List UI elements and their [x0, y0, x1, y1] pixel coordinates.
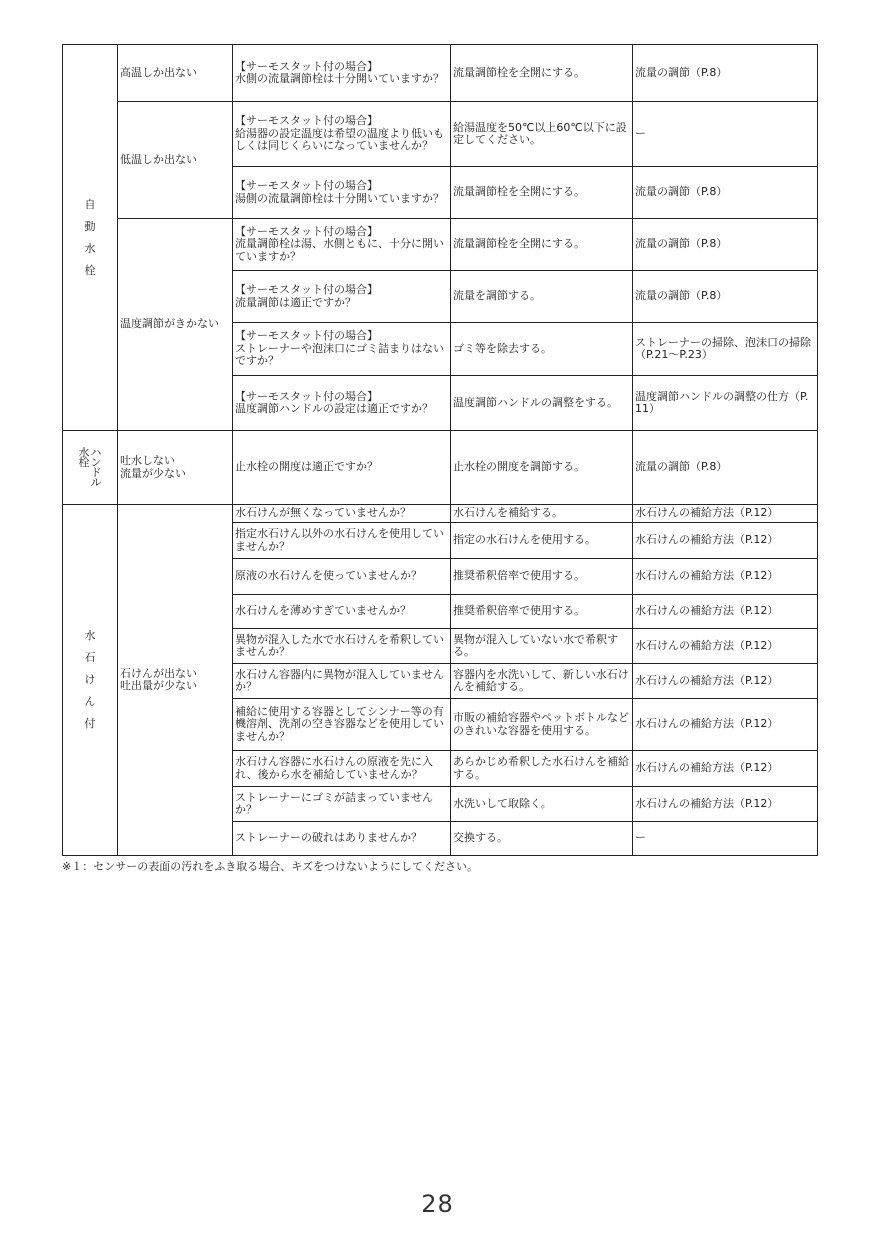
cause-cell: 【サーモスタット付の場合】 ストレーナーや泡沫口にゴミ詰まりはないですか？ — [233, 323, 451, 376]
reference-cell: 流量の調節（P.8） — [633, 431, 818, 505]
reference-cell: 流量の調節（P.8） — [633, 271, 818, 323]
category-char: け — [84, 673, 96, 686]
cause-cell: 【サーモスタット付の場合】 流量調節栓は湯、水側ともに、十分に開いていますか？ — [233, 219, 451, 271]
reference-cell: ー — [633, 102, 818, 167]
table-row — [63, 102, 818, 167]
reference-cell: 水石けんの補給方法（P.12） — [633, 664, 818, 699]
remedy-cell: 推奨希釈倍率で使用する。 — [451, 559, 633, 595]
reference-cell: 水石けんの補給方法（P.12） — [633, 751, 818, 787]
remedy-cell: 容器内を水洗いして、新しい水石けんを補給する。 — [451, 664, 633, 699]
remedy-cell: あらかじめ希釈した水石けんを補給する。 — [451, 751, 633, 787]
cause-cell: 止水栓の開度は適正ですか？ — [233, 431, 451, 505]
cause-cell: 水石けんを薄めすぎていませんか？ — [233, 595, 451, 629]
reference-cell: 水石けんの補給方法（P.12） — [633, 787, 818, 822]
remedy-cell: 水石けんを補給する。 — [451, 505, 633, 523]
remedy-cell: 流量調節栓を全開にする。 — [451, 167, 633, 219]
category-char: ン — [90, 455, 102, 469]
footnote: ※１：センサーの表面の汚れをふき取る場合、キズをつけないようにしてください。 — [62, 860, 478, 873]
category-handle-faucet — [63, 431, 118, 505]
remedy-cell: 水洗いして取除く。 — [451, 787, 633, 822]
reference-cell: ー — [633, 822, 818, 856]
category-char: ル — [90, 475, 102, 489]
cause-cell: 【サーモスタット付の場合】 温度調節ハンドルの設定は適正ですか？ — [233, 376, 451, 431]
table-row — [63, 219, 818, 271]
symptom-cell: 石けんが出ない 吐出量が少ない — [118, 505, 233, 856]
cause-cell: 異物が混入した水で水石けんを希釈していませんか？ — [233, 629, 451, 664]
remedy-cell: 推奨希釈倍率で使用する。 — [451, 595, 633, 629]
troubleshooting-table — [62, 44, 818, 856]
table-row — [63, 505, 818, 523]
cause-cell: ストレーナーの破れはありませんか？ — [233, 822, 451, 856]
category-char: 水 — [84, 629, 96, 642]
cause-cell: 水石けんが無くなっていませんか？ — [233, 505, 451, 523]
reference-cell: 流量の調節（P.8） — [633, 45, 818, 102]
remedy-cell: 流量調節栓を全開にする。 — [451, 219, 633, 271]
category-char: ん — [84, 695, 96, 708]
reference-cell: 温度調節ハンドルの調整の仕方（P.11） — [633, 376, 818, 431]
remedy-cell: ゴミ等を除去する。 — [451, 323, 633, 376]
reference-cell: 水石けんの補給方法（P.12） — [633, 559, 818, 595]
remedy-cell: 指定の水石けんを使用する。 — [451, 523, 633, 559]
table-row — [63, 45, 818, 102]
reference-cell: 水石けんの補給方法（P.12） — [633, 699, 818, 751]
symptom-cell: 温度調節がきかない — [118, 219, 233, 431]
category-char: 水 — [84, 241, 96, 255]
reference-cell: 水石けんの補給方法（P.12） — [633, 505, 818, 523]
remedy-cell: 異物が混入していない水で希釈する。 — [451, 629, 633, 664]
symptom-cell: 低温しか出ない — [118, 102, 233, 219]
symptom-cell: 高温しか出ない — [118, 45, 233, 102]
cause-cell: 水石けん容器内に異物が混入していませんか？ — [233, 664, 451, 699]
cause-cell: ストレーナーにゴミが詰まっていませんか？ — [233, 787, 451, 822]
category-char: ハ — [90, 445, 102, 459]
cause-cell: 水石けん容器に水石けんの原液を先に入れ、後から水を補給していませんか？ — [233, 751, 451, 787]
reference-cell: 流量の調節（P.8） — [633, 167, 818, 219]
remedy-cell: 流量調節栓を全開にする。 — [451, 45, 633, 102]
reference-cell: ストレーナーの掃除、泡沫口の掃除（P.21～P.23） — [633, 323, 818, 376]
category-char: ド — [90, 465, 102, 479]
reference-cell: 水石けんの補給方法（P.12） — [633, 595, 818, 629]
category-char: 自 — [84, 197, 96, 211]
remedy-cell: 市販の補給容器やペットボトルなどのきれいな容器を使用する。 — [451, 699, 633, 751]
remedy-cell: 流量を調節する。 — [451, 271, 633, 323]
category-char: 水 — [78, 445, 90, 459]
reference-cell: 水石けんの補給方法（P.12） — [633, 629, 818, 664]
cause-cell: 補給に使用する容器としてシンナー等の有機溶剤、洗剤の空き容器などを使用していませんか？ — [233, 699, 451, 751]
reference-cell: 水石けんの補給方法（P.12） — [633, 523, 818, 559]
category-char: 石 — [84, 651, 96, 664]
reference-cell: 流量の調節（P.8） — [633, 219, 818, 271]
cause-cell: 【サーモスタット付の場合】 給湯器の設定温度は希望の温度より低いもしくは同じくらいになっていませんか？ — [233, 102, 451, 167]
cause-cell: 【サーモスタット付の場合】 水側の流量調節栓は十分開いていますか？ — [233, 45, 451, 102]
category-char: 付 — [84, 717, 96, 730]
symptom-cell: 吐水しない 流量が少ない — [118, 431, 233, 505]
category-char: 動 — [84, 219, 96, 233]
remedy-cell: 交換する。 — [451, 822, 633, 856]
remedy-cell: 給湯温度を50℃以上60℃以下に設定してください。 — [451, 102, 633, 167]
remedy-cell: 止水栓の開度を調節する。 — [451, 431, 633, 505]
cause-cell: 原液の水石けんを使っていませんか？ — [233, 559, 451, 595]
cause-cell: 【サーモスタット付の場合】 湯側の流量調節栓は十分開いていますか？ — [233, 167, 451, 219]
category-char: 栓 — [78, 455, 90, 469]
remedy-cell: 温度調節ハンドルの調整をする。 — [451, 376, 633, 431]
table-row — [63, 431, 818, 505]
category-auto-faucet — [63, 45, 118, 431]
category-char: 栓 — [84, 263, 96, 277]
page-number: 28 — [421, 1190, 454, 1218]
cause-cell: 【サーモスタット付の場合】 流量調節は適正ですか？ — [233, 271, 451, 323]
cause-cell: 指定水石けん以外の水石けんを使用していませんか？ — [233, 523, 451, 559]
category-soap-dispenser — [63, 505, 118, 856]
